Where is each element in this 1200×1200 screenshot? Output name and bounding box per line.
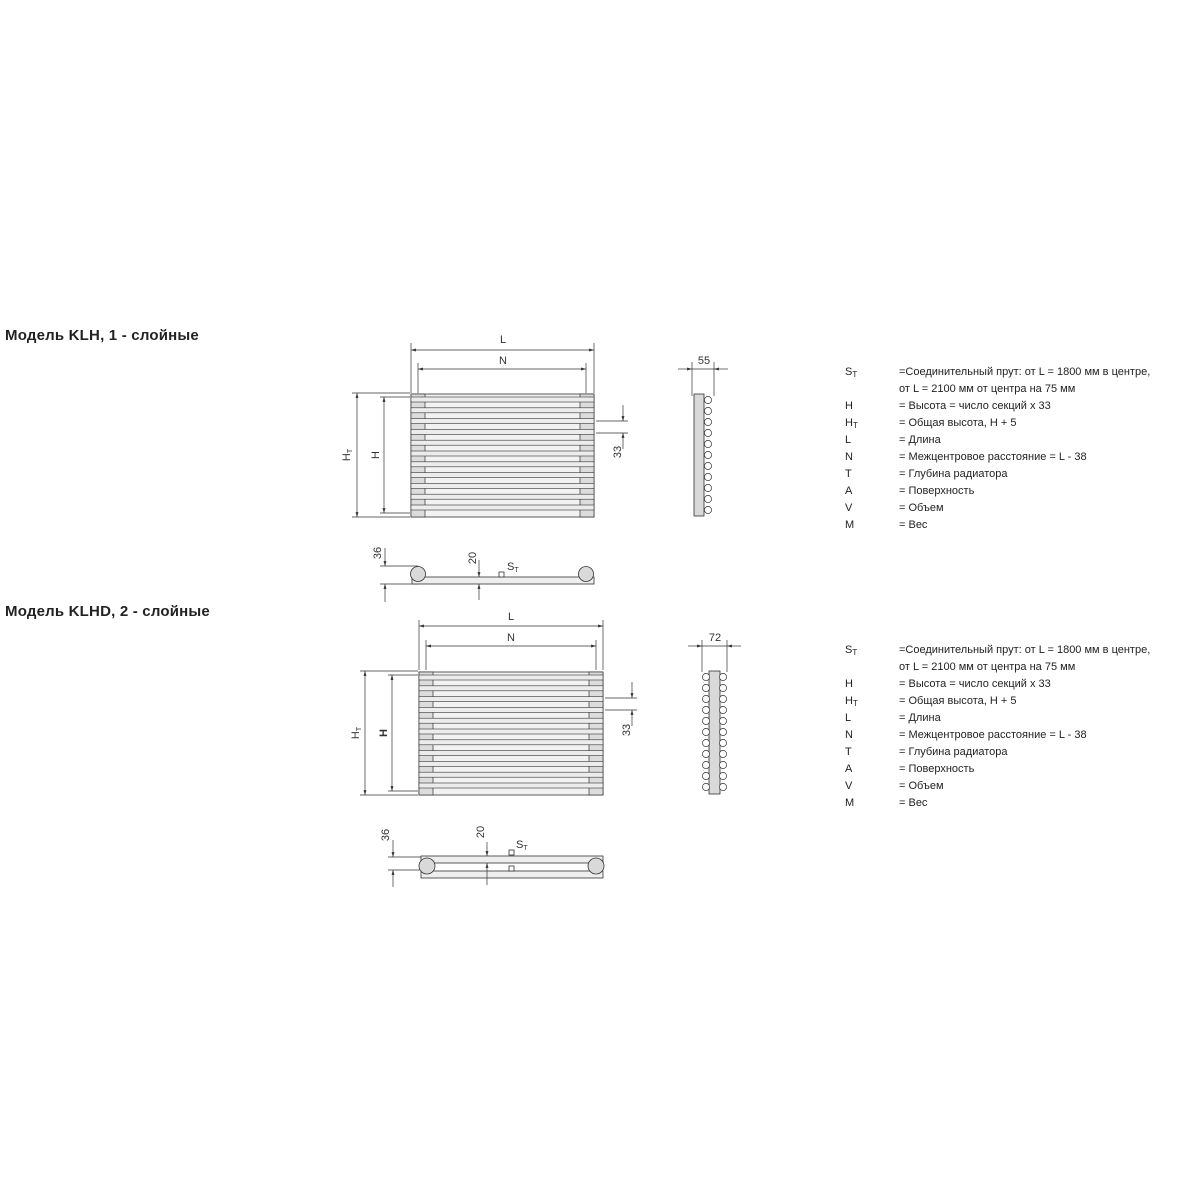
- legend-symbol-main: T: [845, 746, 852, 758]
- radiator-tube: [419, 686, 603, 691]
- legend-description: = Общая высота, H + 5: [899, 417, 1017, 429]
- st-label: ST: [516, 839, 528, 852]
- legend-description: = Глубина радиатора: [899, 746, 1008, 758]
- radiator-tube: [411, 419, 594, 424]
- legend-symbol: [845, 727, 885, 744]
- legend-symbol-subscript: T: [852, 421, 858, 430]
- radiator-tube: [411, 473, 594, 478]
- legend-description: = Межцентровое расстояние = L - 38: [899, 451, 1087, 463]
- legend-description: =Соединительный прут: от L = 1800 мм в центре,: [899, 366, 1151, 378]
- legend-symbol: [845, 449, 885, 466]
- legend-symbol-main: N: [845, 451, 853, 463]
- tube-section-circle: [702, 728, 709, 735]
- tube-section-circle: [704, 451, 711, 458]
- legend-symbol: [845, 517, 885, 534]
- dim-label-H: H: [378, 729, 390, 737]
- radiator-tube: [411, 462, 594, 467]
- legend-symbol-subscript: T: [852, 370, 858, 379]
- legend-description: = Длина: [899, 712, 941, 724]
- tube-section-circle: [719, 783, 726, 790]
- tube-section-circle: [719, 706, 726, 713]
- radiator-tube: [411, 483, 594, 488]
- legend-description: от L = 2100 мм от центра на 75 мм: [899, 661, 1076, 673]
- legend-symbol-main: T: [845, 468, 852, 480]
- legend-description: = Объем: [899, 502, 944, 514]
- radiator-tube: [419, 707, 603, 712]
- legend-symbol-main: S: [845, 366, 853, 378]
- radiator-tube: [419, 718, 603, 723]
- legend-description: =Соединительный прут: от L = 1800 мм в центре,: [899, 644, 1151, 656]
- legend-description: = Высота = число секций x 33: [899, 400, 1051, 412]
- tube-section-circle: [704, 429, 711, 436]
- legend-symbol: [845, 744, 885, 761]
- legend-symbol: [845, 778, 885, 795]
- dim-label-H: H: [370, 451, 382, 459]
- dim-label-N: N: [499, 355, 507, 367]
- radiator-tube: [411, 429, 594, 434]
- legend-symbol: [845, 500, 885, 517]
- legend-symbol: [845, 415, 885, 432]
- radiator-tube: [419, 772, 603, 777]
- legend-symbol-main: H: [845, 678, 853, 690]
- legend-description: = Глубина радиатора: [899, 468, 1008, 480]
- legend-description: = Объем: [899, 780, 944, 792]
- dim-label-side-height: 36: [380, 828, 392, 842]
- tube-section-circle: [702, 717, 709, 724]
- tube-section-circle: [704, 462, 711, 469]
- legend-symbol: [845, 483, 885, 500]
- tube-section-circle: [719, 750, 726, 757]
- radiator-tube: [419, 783, 603, 788]
- legend-symbol-main: N: [845, 729, 853, 741]
- dim-label-pipe: 20: [475, 825, 487, 839]
- legend-description: = Межцентровое расстояние = L - 38: [899, 729, 1087, 741]
- klhd-front-view: [350, 611, 637, 795]
- klh-top-view: [372, 547, 594, 602]
- klhd-side-view: [688, 632, 741, 794]
- radiator-tube: [419, 675, 603, 680]
- radiator-tube: [419, 697, 603, 702]
- dim-label-spacing: 33: [621, 723, 633, 737]
- legend-description: = Высота = число секций x 33: [899, 678, 1051, 690]
- radiator-tube: [411, 451, 594, 456]
- model-klhd-title: Модель KLHD, 2 - слойные: [5, 603, 210, 620]
- legend-symbol-main: A: [845, 485, 853, 497]
- tube-section-circle: [719, 717, 726, 724]
- legend-symbol: [845, 398, 885, 415]
- radiator-tube: [411, 397, 594, 402]
- legend-symbol: [845, 795, 885, 812]
- tube-section-circle: [704, 484, 711, 491]
- dim-label-depth: 72: [708, 632, 722, 644]
- legend-symbol: [845, 466, 885, 483]
- legend-symbol-main: M: [845, 797, 855, 809]
- klhd-top-view: [380, 826, 604, 887]
- legend-symbol-main: A: [845, 763, 853, 775]
- legend-symbol-main: H: [845, 400, 853, 412]
- tube-section-circle: [704, 418, 711, 425]
- legend-symbol: [845, 761, 885, 778]
- legend-symbol-main: H: [845, 695, 853, 707]
- dim-label-depth: 55: [697, 355, 711, 367]
- legend-symbol-main: L: [845, 434, 852, 446]
- legend-description: = Поверхность: [899, 485, 975, 497]
- legend-symbol-main: M: [845, 519, 855, 531]
- legend-symbol-main: H: [845, 417, 853, 429]
- tube-section-circle: [704, 506, 711, 513]
- radiator-tube: [419, 740, 603, 745]
- tube-section-circle: [704, 473, 711, 480]
- legend-symbol: [845, 693, 885, 710]
- tube-section-circle: [719, 684, 726, 691]
- radiator-tube: [419, 751, 603, 756]
- tube-section-circle: [719, 739, 726, 746]
- tube-section-circle: [702, 750, 709, 757]
- dim-label-L: L: [507, 611, 515, 623]
- radiator-tube: [411, 408, 594, 413]
- radiator-tube: [411, 505, 594, 510]
- legend-symbol: [845, 710, 885, 727]
- legend-description: = Длина: [899, 434, 941, 446]
- tube-section-circle: [704, 396, 711, 403]
- legend-symbol: [845, 432, 885, 449]
- tube-section-circle: [702, 673, 709, 680]
- legend-symbol-subscript: T: [852, 648, 858, 657]
- tube-section-circle: [702, 761, 709, 768]
- tube-section-circle: [702, 783, 709, 790]
- tube-section-circle: [719, 772, 726, 779]
- dim-label-N: N: [507, 632, 515, 644]
- st-label: ST: [507, 561, 519, 574]
- tube-section-circle: [702, 695, 709, 702]
- legend-symbol-main: V: [845, 780, 853, 792]
- radiator-tube: [419, 729, 603, 734]
- tube-section-circle: [704, 407, 711, 414]
- tube-section-circle: [719, 761, 726, 768]
- tube-section-circle: [704, 440, 711, 447]
- legend-symbol-main: L: [845, 712, 852, 724]
- legend-symbol: [845, 642, 885, 659]
- radiator-tube: [411, 440, 594, 445]
- dim-label-Ht: HT: [341, 448, 354, 462]
- tube-section-circle: [702, 684, 709, 691]
- tube-section-circle: [719, 673, 726, 680]
- radiator-tube: [411, 494, 594, 499]
- klh-side-view: [678, 355, 728, 516]
- tube-section-circle: [719, 695, 726, 702]
- legend-description: от L = 2100 мм от центра на 75 мм: [899, 383, 1076, 395]
- legend-description: = Вес: [899, 797, 928, 809]
- tube-section-circle: [702, 706, 709, 713]
- tube-section-circle: [719, 728, 726, 735]
- dim-label-spacing: 33: [612, 445, 624, 459]
- dim-label-Ht: HT: [350, 726, 363, 740]
- legend-description: = Поверхность: [899, 763, 975, 775]
- model-klh-title: Модель KLH, 1 - слойные: [5, 327, 199, 344]
- radiator-tube: [419, 761, 603, 766]
- dim-label-L: L: [499, 334, 507, 346]
- dim-label-pipe: 20: [467, 551, 479, 565]
- tube-section-circle: [702, 739, 709, 746]
- legend-description: = Вес: [899, 519, 928, 531]
- legend-description: = Общая высота, H + 5: [899, 695, 1017, 707]
- legend-symbol-main: S: [845, 644, 853, 656]
- tube-section-circle: [704, 495, 711, 502]
- legend-symbol-subscript: T: [852, 699, 858, 708]
- legend-symbol: [845, 364, 885, 381]
- tube-section-circle: [702, 772, 709, 779]
- legend-symbol: [845, 676, 885, 693]
- dim-label-side-height: 36: [372, 546, 384, 560]
- legend-symbol-main: V: [845, 502, 853, 514]
- klh-front-view: [341, 334, 628, 517]
